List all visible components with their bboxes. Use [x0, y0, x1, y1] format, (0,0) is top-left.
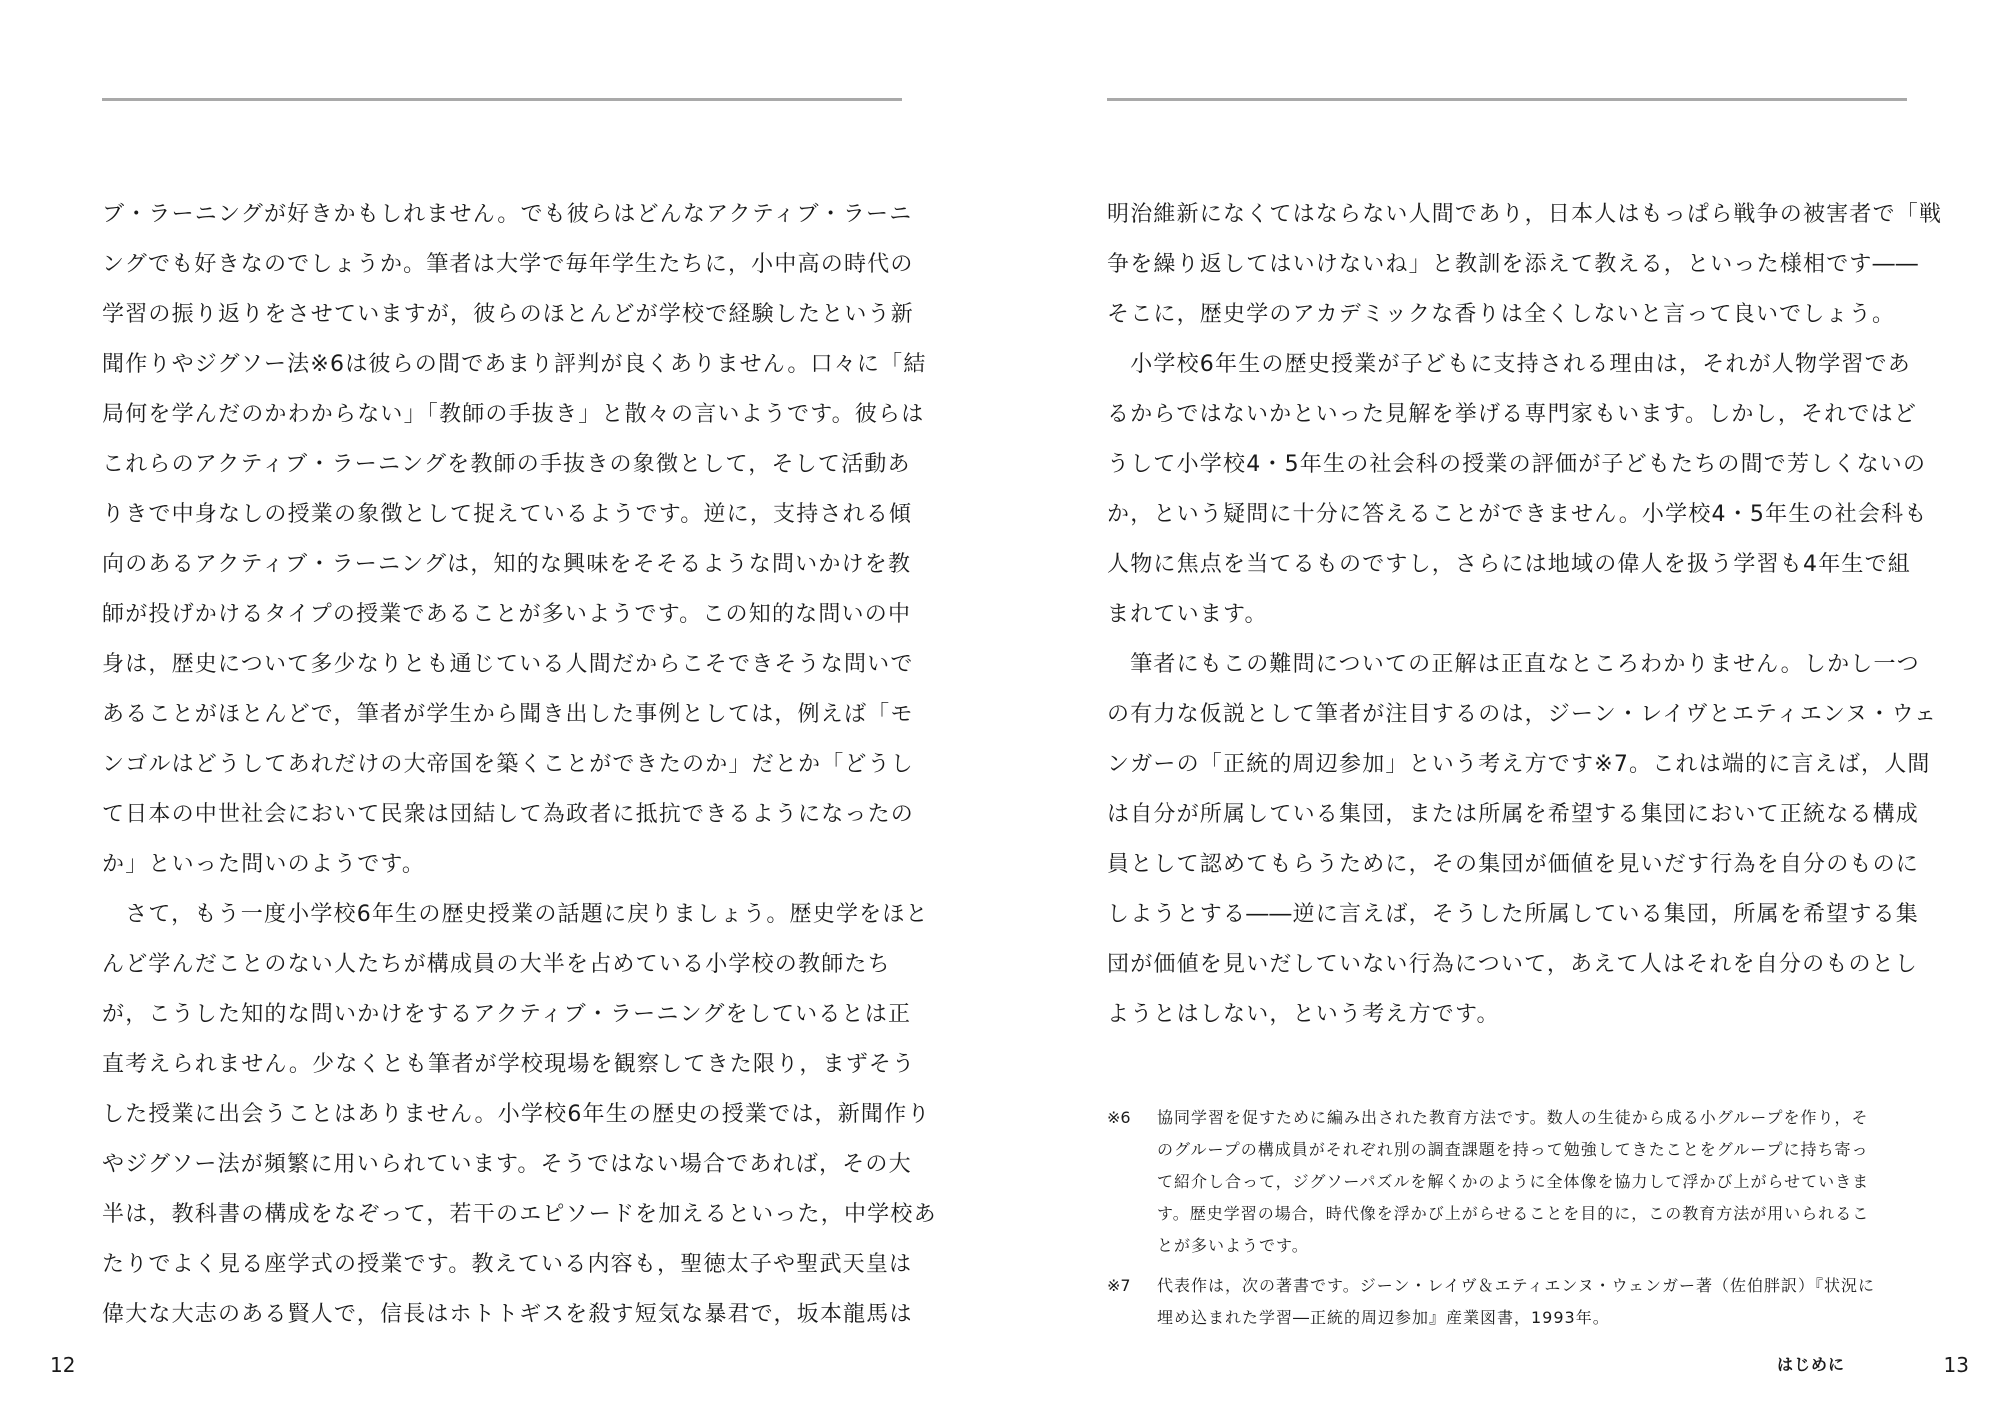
text-line: か」といった問いのようです。: [102, 852, 426, 877]
text-line: しようとする――逆に言えば，そうした所属している集団，所属を希望する集: [1107, 902, 1920, 927]
text-line: 向のあるアクティブ・ラーニングは，知的な興味をそそるような問いかけを教: [102, 552, 912, 577]
footnote-line: 協同学習を促すために編み出された教育方法です。数人の生徒から成る小グループを作り，そ: [1157, 1108, 1869, 1127]
text-line: した授業に出会うことはありません。小学校6年生の歴史の授業では，新聞作り: [102, 1102, 931, 1127]
body-text: [102, 190, 937, 1340]
text-line: 師が投げかけるタイプの授業であることが多いようです。この知的な問いの中: [102, 602, 912, 627]
text-line: やジグソー法が頻繁に用いられています。そうではない場合であれば，その大: [102, 1152, 912, 1177]
text-line: んど学んだことのない人たちが構成員の大半を占めている小学校の教師たち: [102, 952, 891, 977]
footnote-line: す。歴史学習の場合，時代像を浮かび上がらせることを目的に，この教育方法が用いられるこ: [1157, 1204, 1870, 1223]
text-line: 半は，教科書の構成をなぞって，若干のエピソードを加えるといった，中学校あ: [102, 1202, 937, 1227]
text-line: の有力な仮説として筆者が注目するのは，ジーン・レイヴとエティエンヌ・ウェ: [1107, 702, 1938, 727]
footnote-mark: ※6: [1107, 1108, 1131, 1127]
body-text: [1107, 190, 1943, 1040]
text-line: これらのアクティブ・ラーニングを教師の手抜きの象徴として，そして活動あ: [102, 452, 911, 477]
page-number: 13: [1943, 1353, 1969, 1377]
text-line: が，こうした知的な問いかけをするアクティブ・ラーニングをしているとは正: [102, 1002, 912, 1027]
text-line: 小学校6年生の歴史授業が子どもに支持される理由は，それが人物学習であ: [1107, 352, 1911, 377]
text-line: 直考えられません。少なくとも筆者が学校現場を観察してきた限り，まずそう: [102, 1052, 916, 1077]
footnote-line: のグループの構成員がそれぞれ別の調査課題を持って勉強してきたことをグループに持ち寄っ: [1157, 1140, 1869, 1159]
text-line: 学習の振り返りをさせていますが，彼らのほとんどが学校で経験したという新: [102, 302, 915, 327]
footnote: [1107, 1270, 1907, 1334]
text-line: ようとはしない，という考え方です。: [1107, 1002, 1500, 1027]
footnote-body: [1157, 1270, 1907, 1334]
text-line: るからではないかといった見解を挙げる専門家もいます。しかし，それではど: [1107, 402, 1918, 427]
text-line: そこに，歴史学のアカデミックな香りは全くしないと言って良いでしょう。: [1107, 302, 1896, 327]
footnote-body: [1157, 1102, 1907, 1262]
text-line: 明治維新になくてはならない人間であり，日本人はもっぱら戦争の被害者で「戦: [1107, 202, 1943, 227]
text-line: あることがほとんどで，筆者が学生から聞き出した事例としては，例えば「モ: [102, 702, 914, 727]
running-head: はじめに: [1776, 1355, 1845, 1374]
text-line: たりでよく見る座学式の授業です。教えている内容も，聖徳太子や聖武天皇は: [102, 1252, 913, 1277]
top-rule: [102, 98, 902, 101]
text-line: 筆者にもこの難問についての正解は正直なところわかりません。しかし一つ: [1107, 652, 1920, 677]
text-line: さて，もう一度小学校6年生の歴史授業の話題に戻りましょう。歴史学をほと: [102, 902, 929, 927]
text-line: 偉大な大志のある賢人で，信長はホトトギスを殺す短気な暴君で，坂本龍馬は: [102, 1302, 913, 1327]
right-page: [1107, 0, 1969, 1419]
text-line: ンガーの「正統的周辺参加」という考え方です※7。これは端的に言えば，人間: [1107, 752, 1931, 777]
text-line: 員として認めてもらうために，その集団が価値を見いだす行為を自分のものに: [1107, 852, 1920, 877]
text-line: 争を繰り返してはいけないね」と教訓を添えて教える，といった様相です――: [1107, 252, 1920, 277]
footnote-line: 埋め込まれた学習―正統的周辺参加』産業図書，1993年。: [1157, 1308, 1610, 1327]
text-line: 団が価値を見いだしていない行為について，あえて人はそれを自分のものとし: [1107, 952, 1919, 977]
footnote: [1107, 1102, 1907, 1262]
footnotes: [1107, 1102, 1907, 1342]
text-line: 局何を学んだのかわからない」「教師の手抜き」と散々の言いようです。彼らは: [102, 402, 925, 427]
text-line: 人物に焦点を当てるものですし，さらには地域の偉人を扱う学習も4年生で組: [1107, 552, 1911, 577]
footnote-line: て紹介し合って，ジグソーパズルを解くかのように全体像を協力して浮かび上がらせていきま: [1157, 1172, 1870, 1191]
text-line: か，という疑問に十分に答えることができません。小学校4・5年生の社会科も: [1107, 502, 1928, 527]
text-line: 身は，歴史について多少なりとも通じている人間だからこそできそうな問いで: [102, 652, 914, 677]
text-line: うして小学校4・5年生の社会科の授業の評価が子どもたちの間で芳しくないの: [1107, 452, 1927, 477]
text-line: まれています。: [1107, 602, 1268, 627]
text-line: は自分が所属している集団，または所属を希望する集団において正統なる構成: [1107, 802, 1920, 827]
text-line: ブ・ラーニングが好きかもしれません。でも彼らはどんなアクティブ・ラーニ: [102, 202, 913, 227]
left-page: [50, 0, 937, 1419]
text-line: ングでも好きなのでしょうか。筆者は大学で毎年学生たちに，小中高の時代の: [102, 252, 914, 277]
top-rule: [1107, 98, 1907, 101]
page-number: 12: [50, 1353, 76, 1377]
text-line: ンゴルはどうしてあれだけの大帝国を築くことができたのか」だとか「どうし: [102, 752, 915, 777]
text-line: 聞作りやジグソー法※6は彼らの間であまり評判が良くありません。口々に「結: [102, 352, 927, 377]
footnote-line: とが多いようです。: [1157, 1236, 1309, 1255]
footnote-mark: ※7: [1107, 1276, 1131, 1295]
footnote-line: 代表作は，次の著書です。ジーン・レイヴ＆エティエンヌ・ウェンガー著（佐伯胖訳）『状況に: [1157, 1276, 1876, 1295]
text-line: りきで中身なしの授業の象徴として捉えているようです。逆に，支持される傾: [102, 502, 913, 527]
text-line: て日本の中世社会において民衆は団結して為政者に抵抗できるようになったの: [102, 802, 915, 827]
